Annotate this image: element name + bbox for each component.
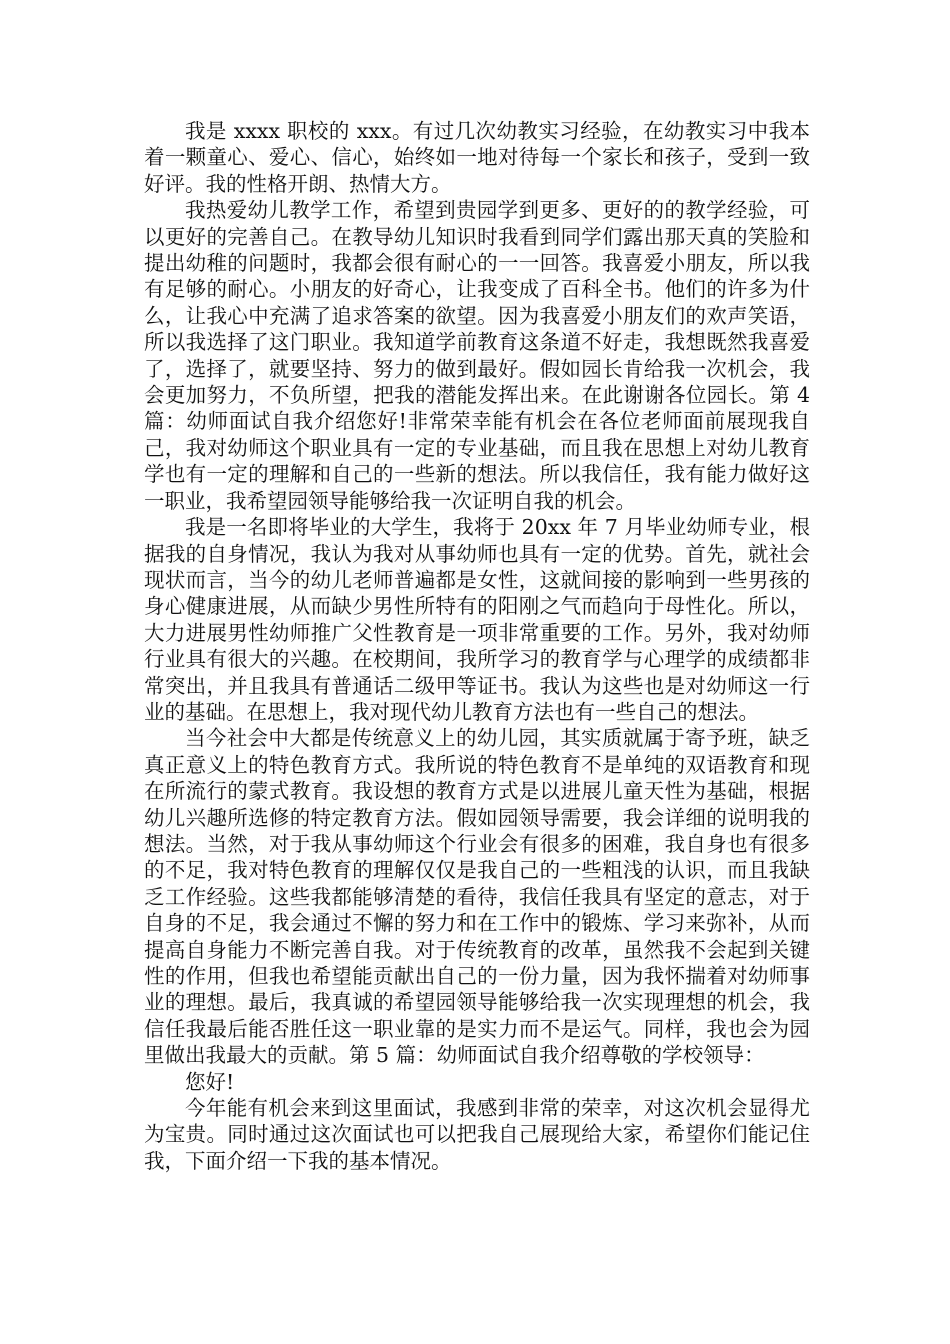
paragraph-interview-opening: 今年能有机会来到这里面试，我感到非常的荣幸，对这次机会显得尤为宝贵。同时通过这次面试也可以把我自己展现给大家，希望你们能记住我，下面介绍一下我的基本情况。 <box>144 1096 810 1173</box>
paragraph-intro: 我是 xxxx 职校的 xxx。有过几次幼教实习经验，在幼教实习中我本着一颗童心、爱心、信心，始终如一地对待每一个家长和孩子，受到一致好评。我的性格开朗、热情大方。 <box>144 119 810 196</box>
paragraph-special-education: 当今社会中大都是传统意义上的幼儿园，其实质就属于寄予班，缺乏真正意义上的特色教育方式。我所说的特色教育不是单纯的双语教育和现在所流行的蒙式教育。我设想的教育方式是以进展儿童天性为基础，根据幼儿兴趣所选修的特定教育方法。假如园领导需要，我会详细的说明我的想法。当然，对于我从事幼师这个行业会有很多的困难，我自身也有很多的不足，我对特色教育的理解仅仅是我自己的一些粗浅的认识，而且我缺乏工作经验。这些我都能够清楚的看待，我信任我具有坚定的意志，对于自身的不足，我会通过不懈的努力和在工作中的锻炼、学习来弥补，从而提高自身能力不断完善自我。对于传统教育的改革，虽然我不会起到关键性的作用，但我也希望能贡献出自己的一份力量，因为我怀揣着对幼师事业的理想。最后，我真诚的希望园领导能够给我一次实现理想的机会，我信任我最后能否胜任这一职业靠的是实力而不是运气。同样，我也会为园里做出我最大的贡献。第 5 篇：幼师面试自我介绍尊敬的学校领导： <box>144 726 810 1068</box>
document-body <box>144 118 810 1174</box>
paragraph-graduate: 我是一名即将毕业的大学生，我将于 20xx 年 7 月毕业幼师专业，根据我的自身情况，我认为我对从事幼师也具有一定的优势。首先，就社会现状而言，当今的幼儿老师普遍都是女性，这就间接的影响到一些男孩的身心健康进展，从而缺少男性所特有的阳刚之气而趋向于母性化。所以，大力进展男性幼师推广父性教育是一项非常重要的工作。另外，我对幼师行业具有很大的兴趣。在校期间，我所学习的教育学与心理学的成绩都非常突出，并且我具有普通话二级甲等证书。我认为这些也是对幼师这一行业的基础。在思想上，我对现代幼儿教育方法也有一些自己的想法。 <box>144 515 810 724</box>
paragraph-greeting: 您好! <box>185 1069 235 1094</box>
paragraph-teaching-passion: 我热爱幼儿教学工作，希望到贵园学到更多、更好的的教学经验，可以更好的完善自己。在教导幼儿知识时我看到同学们露出那天真的笑脸和提出幼稚的问题时，我都会很有耐心的一一回答。我喜爱小朋友，所以我有足够的耐心。小朋友的好奇心，让我变成了百科全书。他们的许多为什么，让我心中充满了追求答案的欲望。因为我喜爱小朋友们的欢声笑语，所以我选择了这门职业。我知道学前教育这条道不好走，我想既然我喜爱了，选择了，就要坚持、努力的做到最好。假如园长肯给我一次机会，我会更加努力，不负所望，把我的潜能发挥出来。在此谢谢各位园长。第 4 篇：幼师面试自我介绍您好!非常荣幸能有机会在各位老师面前展现我自己，我对幼师这个职业具有一定的专业基础，而且我在思想上对幼儿教育学也有一定的理解和自己的一些新的想法。所以我信任，我有能力做好这一职业，我希望园领导能够给我一次证明自我的机会。 <box>144 198 810 513</box>
